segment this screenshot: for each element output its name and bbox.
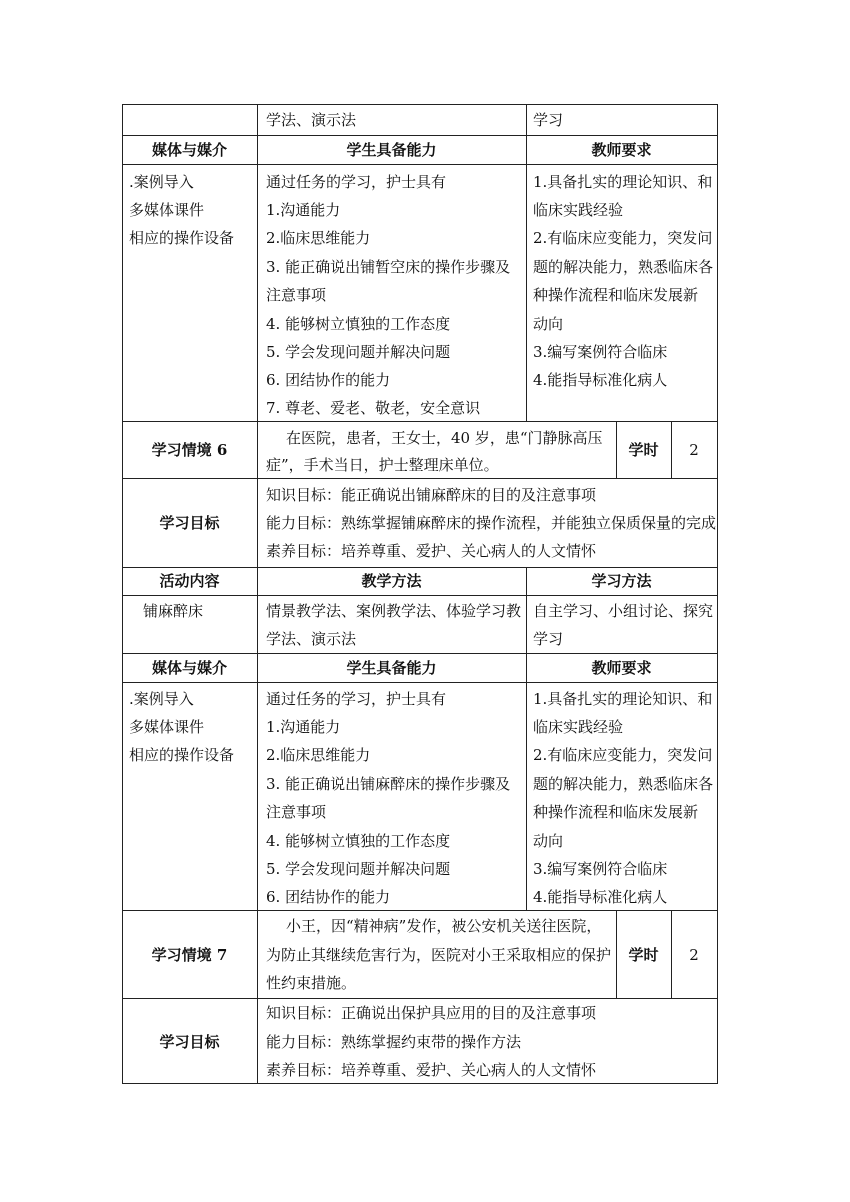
ability-line: 4. 能够树立慎独的工作态度: [266, 832, 451, 850]
media-item: .案例导入: [129, 173, 194, 191]
goal-line: 素养目标：培养尊重、爱护、关心病人的人文情怀: [266, 542, 597, 560]
header-teacher: 教师要求: [591, 141, 652, 159]
row-divider: [122, 910, 718, 911]
teacher-line: 临床实践经验: [533, 718, 624, 736]
ability-line: 5. 学会发现问题并解决问题: [266, 343, 451, 361]
ability-line: 4. 能够树立慎独的工作态度: [266, 315, 451, 333]
goal-line: 知识目标：能正确说出铺麻醉床的目的及注意事项: [266, 486, 597, 504]
hours-label: 学时: [628, 946, 659, 964]
teaching-method-line: 情景教学法、案例教学法、体验学习教: [266, 602, 522, 620]
teacher-line: 动向: [533, 315, 564, 333]
teacher-line: 2.有临床应变能力，突发问: [533, 229, 713, 247]
table-border-right: [717, 104, 718, 1084]
situation-text-line: 为防止其继续危害行为，医院对小王采取相应的保护: [266, 946, 612, 964]
media-item: 相应的操作设备: [129, 229, 235, 247]
continuation-cell-learning: 学习: [533, 111, 564, 129]
ability-line: 注意事项: [266, 803, 327, 821]
hours-value: 2: [689, 441, 699, 459]
goals-label: 学习目标: [159, 1033, 220, 1051]
col-divider: [257, 567, 258, 910]
row-divider: [122, 653, 718, 654]
situation-text-line: 性约束措施。: [266, 974, 357, 992]
teacher-line: 临床实践经验: [533, 201, 624, 219]
col-divider: [257, 421, 258, 478]
teacher-line: 1.具备扎实的理论知识、和: [533, 690, 713, 708]
ability-line: 5. 学会发现问题并解决问题: [266, 860, 451, 878]
teacher-line: 2.有临床应变能力，突发问: [533, 746, 713, 764]
row-divider: [122, 135, 718, 136]
teacher-line: 种操作流程和临床发展新: [533, 286, 699, 304]
header-abilities: 学生具备能力: [346, 659, 437, 677]
col-divider: [526, 567, 527, 910]
teaching-method-line: 学法、演示法: [266, 630, 357, 648]
teacher-line: 3.编写案例符合临床: [533, 860, 668, 878]
row-divider: [122, 567, 718, 568]
table-border-bottom: [122, 1083, 718, 1084]
teacher-line: 1.具备扎实的理论知识、和: [533, 173, 713, 191]
goal-line: 能力目标：熟练掌握铺麻醉床的操作流程，并能独立保质保量的完成: [266, 514, 717, 532]
situation-label: 学习情境 7: [151, 946, 228, 964]
teacher-line: 题的解决能力，熟悉临床各: [533, 775, 714, 793]
ability-line: 2.临床思维能力: [266, 229, 371, 247]
row-divider: [122, 998, 718, 999]
ability-line: 注意事项: [266, 286, 327, 304]
row-divider: [122, 164, 718, 165]
hours-value: 2: [689, 946, 699, 964]
header-media: 媒体与媒介: [151, 141, 227, 159]
ability-line: 3. 能正确说出铺麻醉床的操作步骤及: [266, 775, 511, 793]
teacher-line: 动向: [533, 832, 564, 850]
media-item: 多媒体课件: [129, 201, 205, 219]
header-activity: 活动内容: [159, 572, 220, 590]
media-item: 多媒体课件: [129, 718, 205, 736]
header-teaching-method: 教学方法: [361, 572, 422, 590]
table-border-left: [122, 104, 123, 1084]
media-item: .案例导入: [129, 690, 194, 708]
learning-method-line: 学习: [533, 630, 564, 648]
ability-line: 1.沟通能力: [266, 718, 341, 736]
activity-content: 铺麻醉床: [143, 602, 204, 620]
ability-line: 1.沟通能力: [266, 201, 341, 219]
teacher-line: 题的解决能力，熟悉临床各: [533, 258, 714, 276]
ability-line: 通过任务的学习，护士具有: [266, 173, 447, 191]
ability-line: 7. 尊老、爱老、敬老，安全意识: [266, 399, 481, 417]
situation-text-line: 小王，因“精神病”发作，被公安机关送往医院，: [286, 917, 602, 935]
situation-label: 学习情境 6: [151, 441, 228, 459]
row-divider: [122, 595, 718, 596]
situation-text-line: 症”，手术当日，护士整理床单位。: [266, 456, 499, 474]
ability-line: 通过任务的学习，护士具有: [266, 690, 447, 708]
header-abilities: 学生具备能力: [346, 141, 437, 159]
goal-line: 素养目标：培养尊重、爱护、关心病人的人文情怀: [266, 1061, 597, 1079]
table-border-top: [122, 104, 718, 105]
hours-label: 学时: [628, 441, 659, 459]
row-divider: [122, 478, 718, 479]
media-item: 相应的操作设备: [129, 746, 235, 764]
goal-line: 知识目标：正确说出保护具应用的目的及注意事项: [266, 1004, 597, 1022]
row-divider: [122, 682, 718, 683]
ability-line: 3. 能正确说出铺暂空床的操作步骤及: [266, 258, 511, 276]
teacher-line: 种操作流程和临床发展新: [533, 803, 699, 821]
ability-line: 6. 团结协作的能力: [266, 888, 391, 906]
header-media: 媒体与媒介: [151, 659, 227, 677]
ability-line: 6. 团结协作的能力: [266, 371, 391, 389]
teacher-line: 4.能指导标准化病人: [533, 888, 668, 906]
header-learning-method: 学习方法: [591, 572, 652, 590]
ability-line: 2.临床思维能力: [266, 746, 371, 764]
col-divider: [257, 910, 258, 998]
situation-text-line: 在医院，患者，王女士，40 岁，患“门静脉高压: [286, 429, 603, 447]
goal-line: 能力目标：熟练掌握约束带的操作方法: [266, 1033, 522, 1051]
goals-label: 学习目标: [159, 514, 220, 532]
row-divider: [122, 421, 718, 422]
continuation-cell-methods: 学法、演示法: [266, 111, 357, 129]
header-teacher: 教师要求: [591, 659, 652, 677]
learning-method-line: 自主学习、小组讨论、探究: [533, 602, 714, 620]
teacher-line: 3.编写案例符合临床: [533, 343, 668, 361]
col-divider: [257, 998, 258, 1083]
teacher-line: 4.能指导标准化病人: [533, 371, 668, 389]
col-divider: [257, 478, 258, 567]
